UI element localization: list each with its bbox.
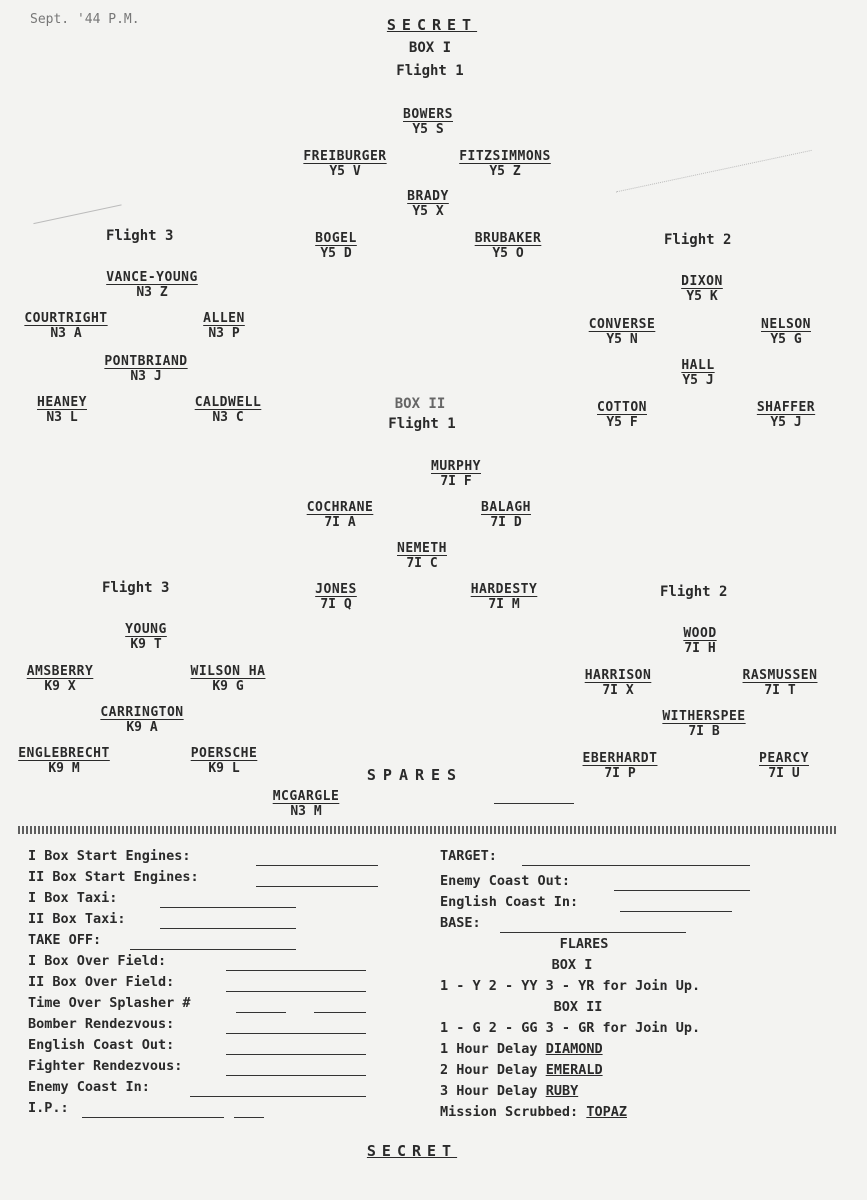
flares-box1-codes: 1 - Y 2 - YY 3 - YR for Join Up. xyxy=(440,978,701,994)
aircraft-code: 7I D xyxy=(490,515,522,530)
delay-label: 1 Hour Delay xyxy=(440,1041,538,1057)
pilot-name: BOGEL xyxy=(315,231,357,246)
aircraft-code: K9 A xyxy=(126,720,158,735)
field-blank xyxy=(500,932,686,933)
field-time-over-splasher xyxy=(28,995,191,1011)
position-box2-f2-low-left xyxy=(583,751,658,781)
field-blank xyxy=(160,907,296,908)
pilot-name: AMSBERRY xyxy=(26,664,94,679)
position-box2-f2-right xyxy=(743,668,818,698)
aircraft-code: N3 Z xyxy=(136,285,168,300)
delay-label: 2 Hour Delay xyxy=(440,1062,538,1078)
position-box1-f2-slot xyxy=(681,358,714,388)
position-box1-f3-left xyxy=(24,311,107,341)
field-blank xyxy=(82,1117,224,1118)
aircraft-code: K9 T xyxy=(130,637,162,652)
pilot-name: HEANEY xyxy=(37,395,87,410)
pilot-name: WILSON HA xyxy=(190,664,266,679)
pilot-name: DIXON xyxy=(681,274,723,289)
pilot-name: FREIBURGER xyxy=(303,149,387,164)
delay-code: EMERALD xyxy=(545,1062,603,1078)
pilot-name: CALDWELL xyxy=(194,395,262,410)
position-box2-f2-slot xyxy=(662,709,745,739)
field-blank xyxy=(234,1117,264,1118)
field-label: I.P.: xyxy=(28,1100,69,1116)
document-date: Sept. '44 P.M. xyxy=(30,12,140,27)
field-box1-start-engines xyxy=(28,848,191,864)
box2-title: BOX II xyxy=(394,396,446,412)
field-blank xyxy=(256,865,378,866)
position-box1-f3-slot xyxy=(104,354,187,384)
position-box1-f2-lead xyxy=(681,274,723,304)
aircraft-code: 7I T xyxy=(764,683,796,698)
position-box1-right-wing xyxy=(459,149,551,179)
position-box2-f2-left xyxy=(585,668,652,698)
field-label: I Box Taxi: xyxy=(28,890,118,906)
field-label: BASE: xyxy=(440,915,481,931)
aircraft-code: N3 J xyxy=(130,369,162,384)
aircraft-code: K9 X xyxy=(44,679,76,694)
pilot-name: SHAFFER xyxy=(756,400,816,415)
delay-2-hour xyxy=(440,1062,603,1078)
aircraft-code: Y5 J xyxy=(682,373,714,388)
spares-label: SPARES xyxy=(366,766,464,784)
pilot-name: ALLEN xyxy=(203,311,245,326)
box2-flight1-label: Flight 1 xyxy=(388,416,456,432)
flares-box2-codes: 1 - G 2 - GG 3 - GR for Join Up. xyxy=(440,1020,701,1036)
aircraft-code: 7I C xyxy=(406,556,438,571)
pilot-name: VANCE-YOUNG xyxy=(106,270,198,285)
spares-blank-line xyxy=(494,803,574,804)
box1-flight1-label: Flight 1 xyxy=(396,63,464,79)
position-box1-f2-right xyxy=(761,317,811,347)
aircraft-code: N3 M xyxy=(290,804,322,819)
aircraft-code: Y5 Z xyxy=(489,164,521,179)
field-ip xyxy=(28,1100,69,1116)
position-box2-f3-left xyxy=(27,664,94,694)
aircraft-code: 7I A xyxy=(324,515,356,530)
field-blank xyxy=(314,1012,366,1013)
pilot-name: BRADY xyxy=(407,189,449,204)
aircraft-code: Y5 O xyxy=(492,246,524,261)
pilot-name: MURPHY xyxy=(431,459,481,474)
pilot-name: HALL xyxy=(681,358,715,373)
pilot-name: YOUNG xyxy=(125,622,167,637)
aircraft-code: Y5 S xyxy=(412,122,444,137)
aircraft-code: Y5 N xyxy=(606,332,638,347)
position-box1-f3-right xyxy=(203,311,245,341)
aircraft-code: 7I X xyxy=(602,683,634,698)
classification-top: SECRET xyxy=(386,16,478,34)
flares-title: FLARES xyxy=(559,936,609,952)
field-box1-over-field xyxy=(28,953,166,969)
pilot-name: JONES xyxy=(315,582,357,597)
aircraft-code: Y5 X xyxy=(412,204,444,219)
position-box1-f3-low-right xyxy=(195,395,262,425)
position-box2-left-wing xyxy=(307,500,374,530)
position-box2-f3-lead xyxy=(125,622,167,652)
field-label: I Box Start Engines: xyxy=(28,848,191,864)
field-blank xyxy=(614,890,750,891)
field-label: English Coast Out: xyxy=(28,1037,175,1053)
field-label: Time Over Splasher # xyxy=(28,995,191,1011)
field-blank xyxy=(130,949,296,950)
position-box1-f3-lead xyxy=(106,270,198,300)
pilot-name: RASMUSSEN xyxy=(742,668,818,683)
field-label: II Box Taxi: xyxy=(28,911,126,927)
field-enemy-coast-in xyxy=(28,1079,150,1095)
delay-3-hour xyxy=(440,1083,578,1099)
field-label: II Box Over Field: xyxy=(28,974,175,990)
pilot-name: HARDESTY xyxy=(470,582,538,597)
scrubbed-label: Mission Scrubbed: xyxy=(440,1104,579,1120)
field-blank xyxy=(226,991,366,992)
pilot-name: BALAGH xyxy=(481,500,531,515)
aircraft-code: N3 C xyxy=(212,410,244,425)
position-box1-f2-low-right xyxy=(757,400,815,430)
pilot-name: PEARCY xyxy=(759,751,809,766)
field-label: Enemy Coast In: xyxy=(28,1079,150,1095)
position-box2-f2-low-right xyxy=(759,751,809,781)
box2-flight2-label: Flight 2 xyxy=(660,584,728,600)
perforation-divider xyxy=(18,826,838,834)
pilot-name: POERSCHE xyxy=(190,746,258,761)
field-enemy-coast-out xyxy=(440,873,570,889)
position-box1-left-wing xyxy=(303,149,386,179)
aircraft-code: Y5 G xyxy=(770,332,802,347)
aircraft-code: 7I H xyxy=(684,641,716,656)
delay-1-hour xyxy=(440,1041,603,1057)
field-label: TARGET: xyxy=(440,848,497,864)
field-label: I Box Over Field: xyxy=(28,953,167,969)
aircraft-code: 7I Q xyxy=(320,597,352,612)
field-fighter-rendezvous xyxy=(28,1058,182,1074)
field-blank xyxy=(226,1033,366,1034)
delay-label: 3 Hour Delay xyxy=(440,1083,538,1099)
aircraft-code: K9 M xyxy=(48,761,80,776)
field-bomber-rendezvous xyxy=(28,1016,174,1032)
position-spare xyxy=(273,789,340,819)
delay-code: DIAMOND xyxy=(545,1041,603,1057)
field-base xyxy=(440,915,481,931)
pilot-name: WITHERSPEE xyxy=(662,709,746,724)
field-label: Fighter Rendezvous: xyxy=(28,1058,183,1074)
position-box2-slot xyxy=(397,541,447,571)
scrubbed-code: TOPAZ xyxy=(586,1104,627,1120)
field-english-coast-in xyxy=(440,894,578,910)
aircraft-code: Y5 K xyxy=(686,289,718,304)
aircraft-code: Y5 V xyxy=(329,164,361,179)
aircraft-code: Y5 J xyxy=(770,415,802,430)
field-label: English Coast In: xyxy=(440,894,579,910)
pilot-name: NELSON xyxy=(761,317,811,332)
field-take-off xyxy=(28,932,101,948)
position-box2-f3-slot xyxy=(100,705,183,735)
pilot-name: COTTON xyxy=(597,400,647,415)
field-blank xyxy=(226,1054,366,1055)
aircraft-code: 7I F xyxy=(440,474,472,489)
mission-scrubbed xyxy=(440,1104,627,1120)
field-label: II Box Start Engines: xyxy=(28,869,199,885)
box2-flight3-label: Flight 3 xyxy=(102,580,170,596)
field-blank xyxy=(522,865,750,866)
position-box1-f2-left xyxy=(589,317,656,347)
pilot-name: PONTBRIAND xyxy=(104,354,188,369)
field-box2-over-field xyxy=(28,974,174,990)
pilot-name: WOOD xyxy=(683,626,717,641)
aircraft-code: K9 G xyxy=(212,679,244,694)
aircraft-code: Y5 F xyxy=(606,415,638,430)
flares-box2-label: BOX II xyxy=(553,999,603,1015)
field-blank xyxy=(256,886,378,887)
position-box1-slot xyxy=(407,189,449,219)
box1-flight2-label: Flight 2 xyxy=(664,232,732,248)
aircraft-code: 7I M xyxy=(488,597,520,612)
pilot-name: FITZSIMMONS xyxy=(459,149,551,164)
pilot-name: HARRISON xyxy=(584,668,652,683)
aircraft-code: N3 A xyxy=(50,326,82,341)
aircraft-code: Y5 D xyxy=(320,246,352,261)
pilot-name: CONVERSE xyxy=(588,317,656,332)
position-box2-f2-lead xyxy=(683,626,716,656)
aircraft-code: N3 P xyxy=(208,326,240,341)
aircraft-code: 7I B xyxy=(688,724,720,739)
pilot-name: CARRINGTON xyxy=(100,705,184,720)
field-label: TAKE OFF: xyxy=(28,932,102,948)
field-blank xyxy=(190,1096,366,1097)
aircraft-code: 7I P xyxy=(604,766,636,781)
pilot-name: EBERHARDT xyxy=(582,751,658,766)
pilot-name: BRUBAKER xyxy=(474,231,542,246)
box1-flight3-label: Flight 3 xyxy=(106,228,174,244)
position-box2-right-wing xyxy=(481,500,531,530)
aircraft-code: N3 L xyxy=(46,410,78,425)
field-target xyxy=(440,848,497,864)
field-blank xyxy=(236,1012,286,1013)
position-box2-right-low xyxy=(471,582,538,612)
pilot-name: COCHRANE xyxy=(306,500,374,515)
position-box2-lead xyxy=(431,459,481,489)
pilot-name: ENGLEBRECHT xyxy=(18,746,110,761)
pilot-name: MCGARGLE xyxy=(272,789,340,804)
position-box1-lead xyxy=(403,107,453,137)
position-box1-left-low xyxy=(315,231,357,261)
position-box2-f3-right xyxy=(191,664,266,694)
field-english-coast-out xyxy=(28,1037,174,1053)
field-label: Enemy Coast Out: xyxy=(440,873,571,889)
position-box1-f3-low-left xyxy=(37,395,87,425)
pilot-name: COURTRIGHT xyxy=(24,311,108,326)
position-box2-f3-low-right xyxy=(191,746,258,776)
flares-box1-label: BOX I xyxy=(551,957,593,973)
field-blank xyxy=(226,1075,366,1076)
pencil-note-left xyxy=(28,181,121,224)
position-box1-right-low xyxy=(475,231,542,261)
box1-title: BOX I xyxy=(408,40,452,56)
position-box2-f3-low-left xyxy=(18,746,110,776)
field-box2-start-engines xyxy=(28,869,199,885)
field-box1-taxi xyxy=(28,890,117,906)
classification-bottom: SECRET xyxy=(366,1142,458,1160)
field-blank xyxy=(160,928,296,929)
field-label: Bomber Rendezvous: xyxy=(28,1016,175,1032)
aircraft-code: 7I U xyxy=(768,766,800,781)
field-blank xyxy=(620,911,732,912)
position-box2-left-low xyxy=(315,582,357,612)
position-box1-f2-low-left xyxy=(597,400,647,430)
aircraft-code: K9 L xyxy=(208,761,240,776)
field-box2-taxi xyxy=(28,911,126,927)
delay-code: RUBY xyxy=(545,1083,579,1099)
pilot-name: BOWERS xyxy=(403,107,453,122)
pilot-name: NEMETH xyxy=(397,541,447,556)
field-blank xyxy=(226,970,366,971)
